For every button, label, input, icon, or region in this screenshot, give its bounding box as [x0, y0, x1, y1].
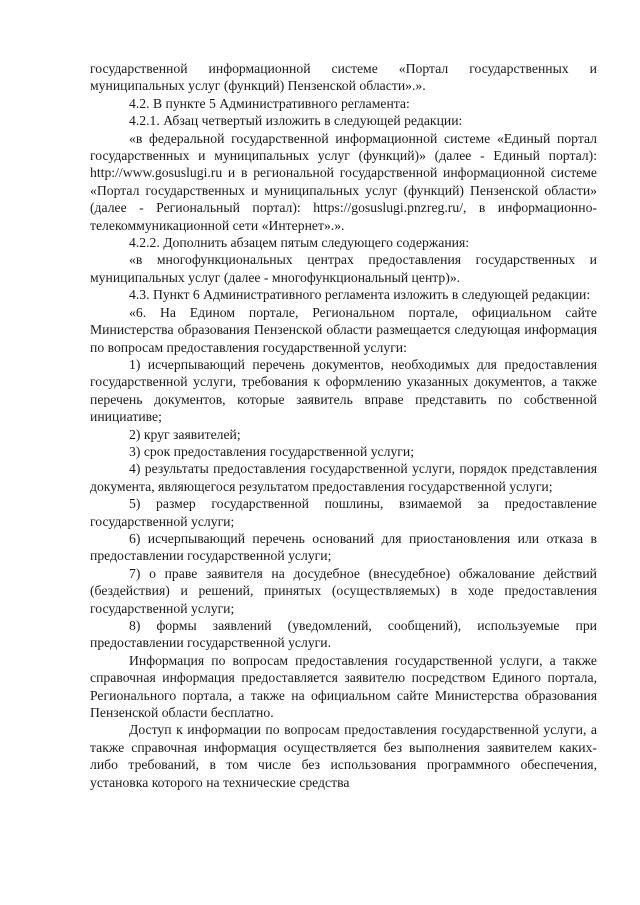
list-item-6: 6) исчерпывающий перечень оснований для приостановления или отказа в предоставлении государственной услуги;: [90, 530, 597, 564]
paragraph-4-2-2-quote: «в многофункциональных центрах предоставления государственных и муниципальных услуг (далее - многофункциональный центр)».: [90, 252, 597, 285]
paragraph-info-free: Информация по вопросам предоставления государственной услуги, а также справочная информация предоставляется заявителю посредством Единого портала, Регионального портала, а также на официальном сайте Министерства образования Пензенской области бесплатно.: [90, 652, 597, 721]
paragraph-continuation: государственной информационной системе «Портал государственных и муниципальных услуг (функций) Пензенской области».».: [90, 61, 597, 94]
list-item-7: 7) о праве заявителя на досудебное (внесудебное) обжалование действий (бездействия) и решений, принятых (осуществляемых) в ходе предоставления государственной услуги;: [90, 565, 597, 616]
paragraph-4-2-1: 4.2.1. Абзац четвертый изложить в следующей редакции:: [129, 113, 463, 129]
list-item-3: 3) срок предоставления государственной услуги;: [129, 443, 415, 459]
paragraph-access: Доступ к информации по вопросам предоставления государственной услуги, а также справочная информация осуществляется без выполнения заявителем каких-либо требований, в том числе без использования программного обеспечения, установка которого на технические средства: [90, 722, 597, 790]
list-item-5: 5) размер государственной пошлины, взимаемой за предоставление государственной услуги;: [90, 496, 597, 529]
list-item-1: 1) исчерпывающий перечень документов, необходимых для предоставления государственной услуги, требования к оформлению указанных документов, а также перечень документов, которые заявитель вправе представить по собственной инициативе;: [90, 356, 597, 425]
paragraph-4-2-2: 4.2.2. Дополнить абзацем пятым следующего содержания:: [129, 235, 470, 251]
list-item-4: 4) результаты предоставления государственной услуги, порядок представления документа, являющегося результатом предоставления государственной услуги;: [90, 461, 597, 494]
paragraph-4-2-1-quote: «в федеральной государственной информационной системе «Единый портал государственных и муниципальных услуг (функций)» (далее - Единый портал): http://www.gosuslugi.ru и в региональной государственной информационной системе «Портал государственных и муниципальных услуг (функций) Пензенской области» (далее - Региональный портал): https://gosuslugi.pnzreg.ru/, в информационно-телекоммуникационной сети «Интернет».».: [90, 130, 597, 233]
paragraph-6-intro: «6. На Едином портале, Региональном портале, официальном сайте Министерства образования Пензенской области размещается следующая информация по вопросам предоставления государственной услуги:: [90, 304, 597, 355]
paragraph-4-2: 4.2. В пункте 5 Административного регламента:: [129, 95, 410, 111]
list-item-2: 2) круг заявителей;: [129, 426, 241, 442]
paragraph-4-3: 4.3. Пункт 6 Административного регламента изложить в следующей редакции:: [129, 287, 591, 303]
document-page: [90, 60, 597, 791]
list-item-8: 8) формы заявлений (уведомлений, сообщений), используемые при предоставлении государственной услуги.: [90, 618, 597, 651]
